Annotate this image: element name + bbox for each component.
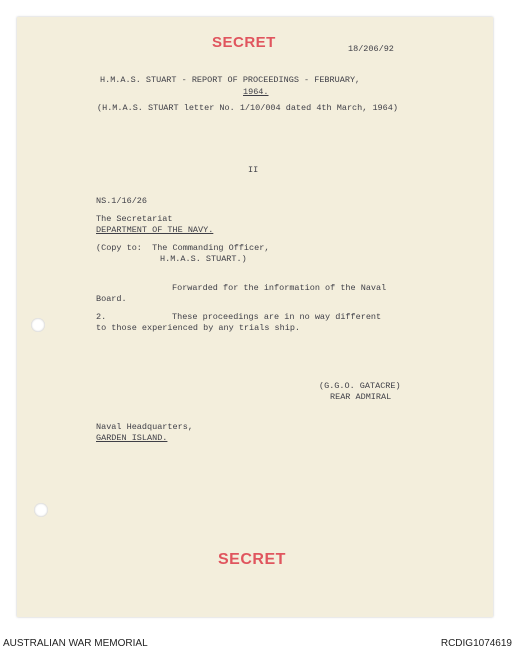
section-number: II [248,165,259,175]
file-number: 18/206/92 [348,44,394,54]
footer-right-label: RCDIG1074619 [440,638,512,649]
department: DEPARTMENT OF THE NAVY. [96,225,214,235]
punch-hole-top [31,318,45,332]
paragraph-2-number: 2. [96,312,107,322]
origin-line-1: Naval Headquarters, [96,422,193,432]
copy-line-2: H.M.A.S. STUART.) [160,254,247,264]
signatory-rank: REAR ADMIRAL [330,392,392,402]
footer-left-label: AUSTRALIAN WAR MEMORIAL [3,638,148,649]
copy-line-1: (Copy to: The Commanding Officer, [96,243,270,253]
punch-hole-bottom [34,503,48,517]
secret-stamp-bottom: SECRET [218,551,286,568]
origin-line-2: GARDEN ISLAND. [96,433,168,443]
secret-stamp-top: SECRET [212,34,276,51]
signatory-name: (G.G.O. GATACRE) [319,381,401,391]
title-line-2: 1964. [243,87,269,97]
reference-line: (H.M.A.S. STUART letter No. 1/10/004 dated 4th March, 1964) [97,103,398,113]
paragraph-2-line-1: These proceedings are in no way different [172,312,382,322]
title-line-1: H.M.A.S. STUART - REPORT OF PROCEEDINGS - FEBRUARY, [100,75,361,85]
addressee: The Secretariat [96,214,173,224]
paragraph-1-line-1: Forwarded for the information of the Naval [172,283,387,293]
paragraph-1-line-2: Board. [96,294,127,304]
paragraph-2-line-2: to those experienced by any trials ship. [96,323,301,333]
reference-number: NS.1/16/26 [96,196,148,206]
